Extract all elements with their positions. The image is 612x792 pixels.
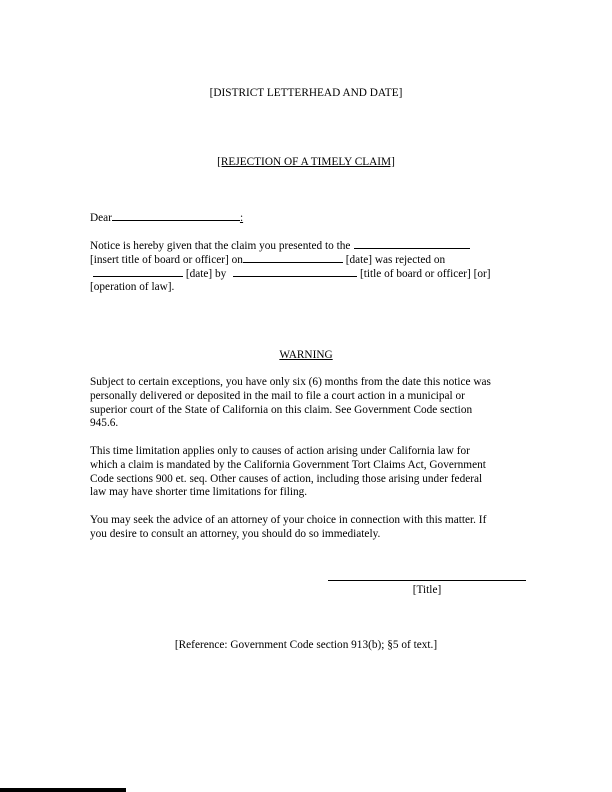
notice-line-2 bbox=[90, 252, 445, 267]
heading-wrapper bbox=[0, 155, 612, 169]
paragraph-line: Subject to certain exceptions, you have only six (6) months from the date this notice was bbox=[90, 376, 491, 388]
notice-line-1-text: Notice is hereby given that the claim you presented to the bbox=[90, 240, 351, 252]
notice-line-3b-text: [title of board or officer] [or] bbox=[359, 268, 491, 280]
paragraph-line: personally delivered or deposited in the mail to file a court action in a municipal or bbox=[90, 389, 465, 402]
signature-line[interactable] bbox=[328, 580, 526, 581]
warning-wrapper bbox=[0, 348, 612, 362]
notice-line-1 bbox=[90, 238, 470, 253]
signature-title: [Title] bbox=[412, 584, 442, 596]
notice-line-3 bbox=[90, 266, 491, 281]
paragraph-attorney-advice bbox=[90, 514, 522, 542]
letterhead-placeholder: [DISTRICT LETTERHEAD AND DATE] bbox=[209, 87, 403, 99]
paragraph-line: This time limitation applies only to causes of action arising under California law for bbox=[90, 445, 470, 457]
paragraph-line: law may have shorter time limitations for filing. bbox=[90, 486, 308, 499]
notice-line-3a-text: [date] by bbox=[185, 268, 227, 280]
paragraph-line: You may seek the advice of an attorney of your choice in connection with this matter. If bbox=[90, 514, 487, 526]
rejecting-board-blank[interactable] bbox=[233, 266, 357, 277]
notice-line-4: [operation of law]. bbox=[90, 281, 175, 293]
notice-line-2b-text: [date] was rejected on bbox=[345, 254, 446, 266]
paragraph-line: which a claim is mandated by the California Government Tort Claims Act, Government bbox=[90, 458, 486, 471]
rejected-date-blank[interactable] bbox=[93, 266, 183, 277]
notice-line-2a-text: [insert title of board or officer] on bbox=[90, 254, 243, 266]
paragraph-line: 945.6. bbox=[90, 417, 119, 430]
presented-date-blank[interactable] bbox=[243, 252, 343, 263]
board-name-blank[interactable] bbox=[354, 238, 470, 249]
paragraph-time-limit bbox=[90, 376, 522, 431]
page-edge-bar bbox=[0, 788, 126, 792]
paragraph-line: Code sections 900 et. seq. Other causes of action, including those arising under federal bbox=[90, 472, 483, 485]
recipient-name-blank[interactable] bbox=[112, 210, 240, 221]
paragraph-line: you desire to consult an attorney, you should do so immediately. bbox=[90, 527, 381, 540]
reference-note: [Reference: Government Code section 913(b); §5 of text.] bbox=[174, 639, 438, 651]
document-heading: [REJECTION OF A TIMELY CLAIM] bbox=[217, 156, 395, 168]
salutation-prefix: Dear bbox=[90, 212, 112, 224]
salutation-suffix: : bbox=[239, 212, 244, 224]
warning-title: WARNING bbox=[279, 349, 333, 361]
paragraph-line: superior court of the State of California on this claim. See Government Code section bbox=[90, 403, 473, 416]
salutation bbox=[90, 210, 243, 225]
paragraph-limitation-scope bbox=[90, 445, 522, 500]
